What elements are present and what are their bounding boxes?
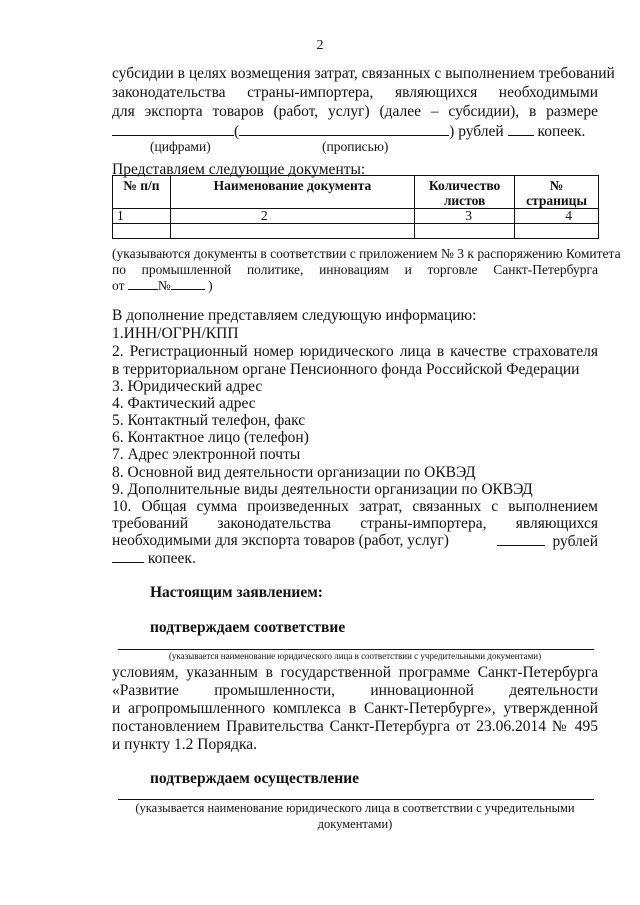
info-item: 4. Фактический адрес <box>112 395 256 412</box>
intro-line-3: для экспорта товаров (работ, услуг) (далее – субсидии), в размере <box>112 103 598 120</box>
caption-words: (прописью) <box>322 139 389 154</box>
confirm-implementation: подтверждаем осуществление <box>150 770 360 787</box>
confirm-compliance: подтверждаем соответствие <box>150 619 346 636</box>
note-word: политике, <box>246 262 304 277</box>
table-row <box>113 209 599 224</box>
intro-word: страны-импортера, <box>247 84 374 101</box>
info-word: страны-импортера, <box>360 515 487 532</box>
intro-word: необходимыми <box>498 84 598 101</box>
table-header-row <box>113 176 599 209</box>
statement-line: условиям, указанным в государственной программе Санкт-Петербурга <box>112 664 598 681</box>
table-cell: 3 <box>415 209 515 224</box>
note-word: по <box>112 262 126 277</box>
info-kopecks: копеек. <box>147 550 196 567</box>
statement-line: постановлением Правительства Санкт-Петербурга от 23.06.2014 № 495 <box>112 718 598 735</box>
statement-word: «Развитие <box>112 682 179 699</box>
info-word: требований <box>112 515 189 532</box>
info-item: 2. Регистрационный номер юридического лица в качестве страхователя <box>112 343 598 360</box>
statement-line: и пункту 1.2 Порядка. <box>112 736 258 753</box>
table-cell: 2 <box>170 209 414 224</box>
column-header: № страницы <box>515 176 599 209</box>
info-text: необходимыми для экспорта товаров (работ, услуг) <box>112 532 449 549</box>
info-item: в территориальном органе Пенсионного фонда Российской Федерации <box>112 361 580 378</box>
documents-note-line-3 <box>112 276 598 295</box>
info-rubles: рублей <box>552 533 598 550</box>
table-row <box>113 224 599 239</box>
statement-line <box>112 681 598 700</box>
open-paren: ( <box>234 123 240 140</box>
info-item <box>112 548 598 568</box>
info-item: 10. Общая сумма произведенных затрат, связанных с выполнением <box>112 498 598 515</box>
divider <box>118 649 594 650</box>
intro-line-1: субсидии в целях возмещения затрат, связанных с выполнением требований <box>112 65 615 82</box>
info-item: 1.ИНН/ОГРН/КПП <box>112 325 239 342</box>
statement-heading: Настоящим заявлением: <box>150 584 323 601</box>
amount-words-blank <box>239 121 449 136</box>
kopecks-label: копеек. <box>537 123 586 140</box>
info-item: 7. Адрес электронной почты <box>112 446 301 463</box>
caption-entity-2-cont: документами) <box>317 817 393 831</box>
info-item: 8. Основной вид деятельности организации по ОКВЭД <box>112 464 476 481</box>
amount-digits-blank <box>112 121 234 136</box>
subsidy-amount-line <box>112 121 598 141</box>
column-header: Наименование документа <box>170 176 414 209</box>
note-number: № <box>157 278 171 293</box>
caption-digits: (цифрами) <box>150 139 211 154</box>
info-item: 5. Контактный телефон, факс <box>112 412 306 429</box>
table-cell <box>170 224 414 239</box>
table-cell: 4 <box>515 209 599 224</box>
info-heading: В дополнение представляем следующую информацию: <box>112 307 477 324</box>
column-header: Количество листов <box>415 176 515 209</box>
kopecks-blank <box>508 121 534 136</box>
info-kopecks-blank <box>112 548 144 563</box>
info-item: 3. Юридический адрес <box>112 378 263 395</box>
documents-table <box>112 175 599 239</box>
column-header: № п/п <box>113 176 171 209</box>
table-cell <box>415 224 515 239</box>
statement-word: деятельности <box>509 682 598 699</box>
info-word: законодательства <box>217 515 331 532</box>
caption-entity-2: (указывается наименование юридического лица в соответствии с учредительными <box>135 801 575 815</box>
note-word: промышленной <box>141 262 232 277</box>
info-word: являющихся <box>515 515 598 532</box>
rubles-label: ) рублей <box>449 123 504 140</box>
note-date-blank <box>128 277 158 290</box>
table-cell <box>515 224 599 239</box>
table-cell <box>113 224 171 239</box>
divider <box>118 799 594 800</box>
info-rubles-blank <box>497 531 545 546</box>
table-cell: 1 <box>113 209 171 224</box>
note-word: Санкт-Петербурга <box>493 262 598 277</box>
note-word: торговле <box>427 262 478 277</box>
intro-line-2 <box>112 83 598 102</box>
page-number: 2 <box>316 38 324 53</box>
info-item: 9. Дополнительные виды деятельности организации по ОКВЭД <box>112 481 533 498</box>
caption-entity-1: (указывается наименование юридического лица в соответствии с учредительными документами) <box>168 651 542 661</box>
intro-word: законодательства <box>112 84 226 101</box>
note-from: от <box>112 278 125 293</box>
statement-word: промышленности, <box>214 682 336 699</box>
note-word: инновациям <box>319 262 389 277</box>
intro-word: являющихся <box>394 84 478 101</box>
note-close: ) <box>208 278 213 293</box>
documents-heading: Представляем следующие документы: <box>112 161 366 178</box>
statement-word: инновационной <box>370 682 474 699</box>
note-number-blank <box>171 277 205 290</box>
documents-note-line-1: (указываются документы в соответствии с приложением № 3 к распоряжению Комитета <box>112 246 621 261</box>
statement-line: и агропромышленного комплекса в Санкт-Петербурге», утвержденной <box>112 700 598 717</box>
note-word: и <box>404 262 412 277</box>
info-item: 6. Контактное лицо (телефон) <box>112 429 309 446</box>
